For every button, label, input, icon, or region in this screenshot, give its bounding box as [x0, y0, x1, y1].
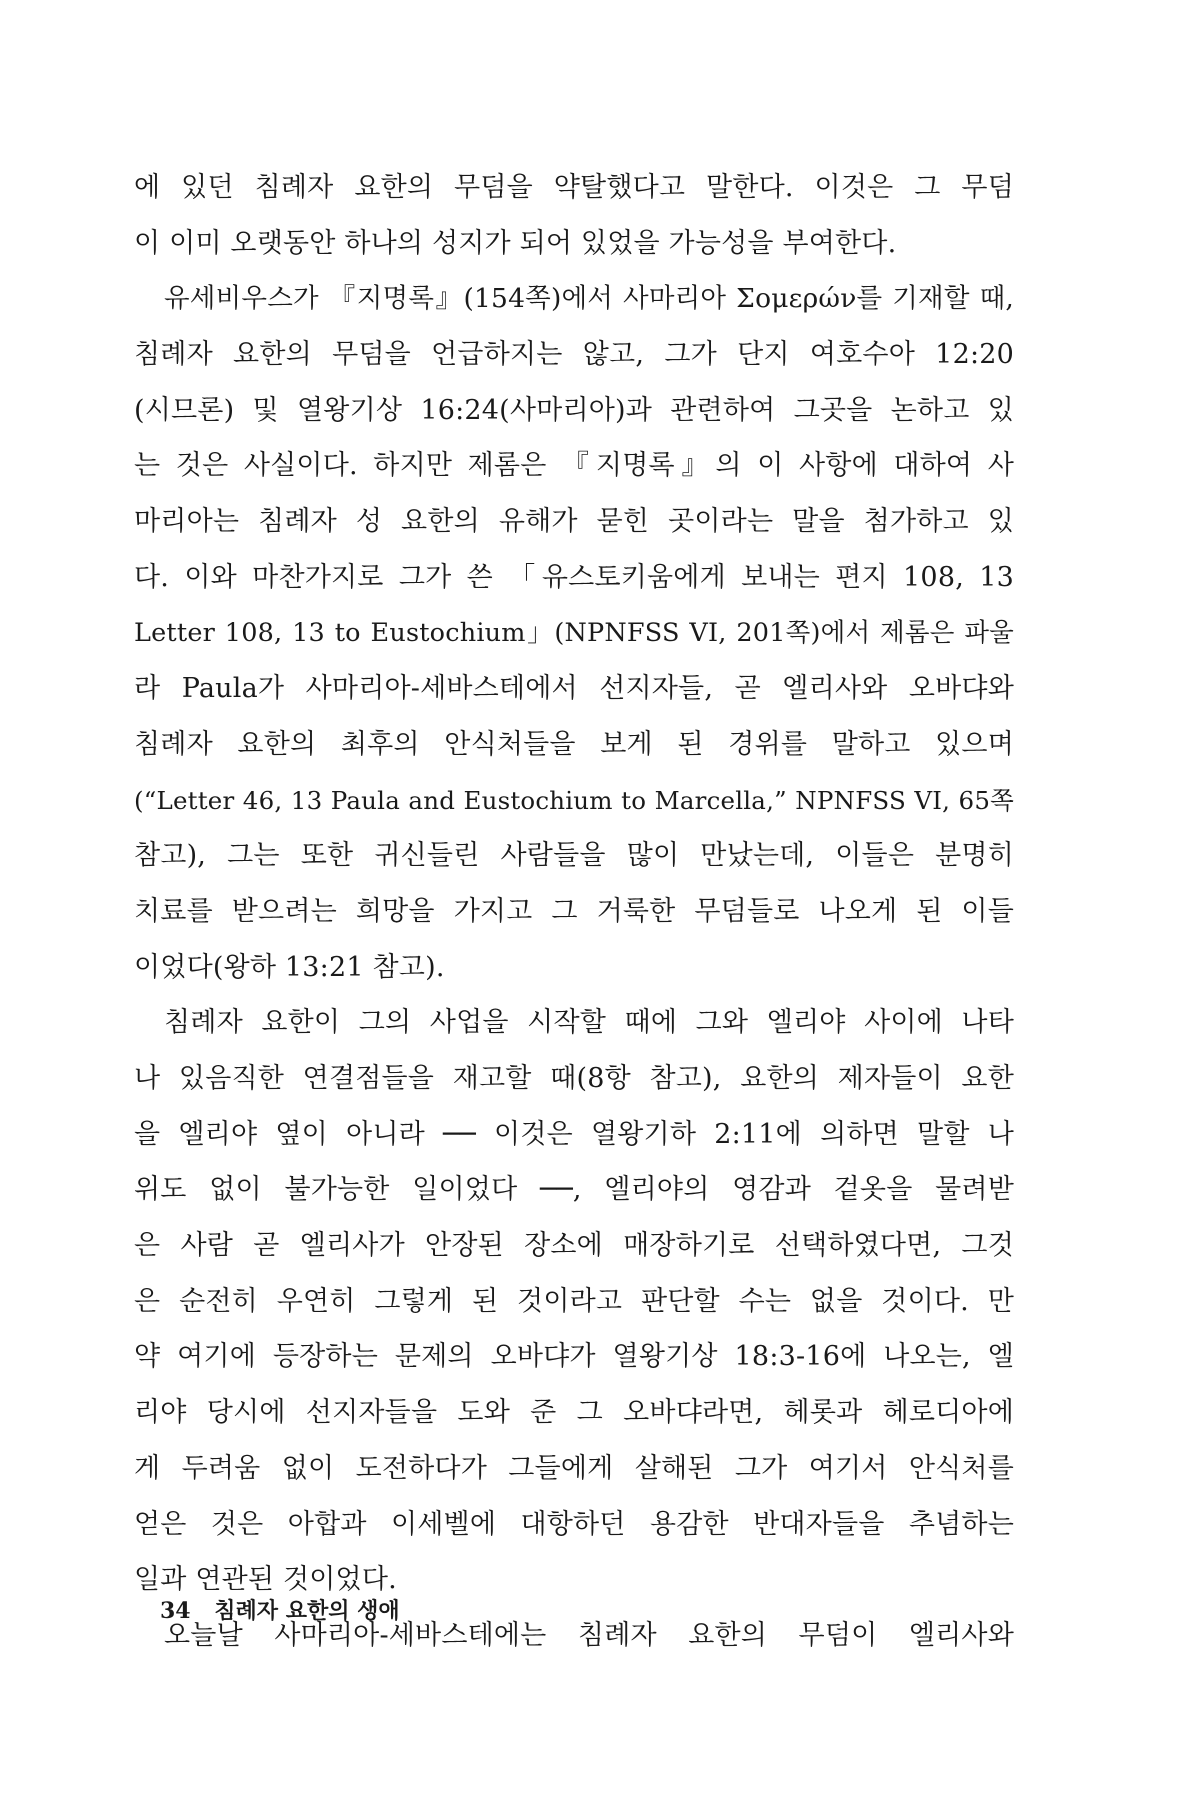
text-line: 위도 없이 불가능한 일이었다 ──, 엘리야의 영감과 겉옷을 물려받 [134, 1174, 1014, 1206]
text-line: 게 두려움 없이 도전하다가 그들에게 살해된 그가 여기서 안식처를 [134, 1452, 1014, 1484]
text-line: 은 사람 곧 엘리사가 안장된 장소에 매장하기로 선택하였다면, 그것 [134, 1230, 1014, 1262]
text-line: 은 순전히 우연히 그렇게 된 것이라고 판단할 수는 없을 것이다. 만 [134, 1285, 1014, 1317]
text-line: 마리아는 침례자 성 요한의 유해가 묻힌 곳이라는 말을 첨가하고 있 [134, 506, 1014, 538]
text-line: 침례자 요한의 최후의 안식처들을 보게 된 경위를 말하고 있으며 [134, 728, 1014, 760]
text-line: 침례자 요한의 무덤을 언급하지는 않고, 그가 단지 여호수아 12:20 [134, 339, 1014, 371]
text-line: 리야 당시에 선지자들을 도와 준 그 오바댜라면, 헤롯과 헤로디아에 [134, 1397, 1014, 1429]
text-line: (시므론) 및 열왕기상 16:24(사마리아)과 관련하여 그곳을 논하고 있 [134, 394, 1014, 426]
text-line: (“Letter 46, 13 Paula and Eustochium to Marcella,” NPNFSS VI, 65쪽 [134, 785, 1014, 815]
text-line: 일과 연관된 것이었다. [134, 1564, 397, 1596]
text-line: 치료를 받으려는 희망을 가지고 그 거룩한 무덤들로 나오게 된 이들 [134, 895, 1014, 927]
page-number: 34 [160, 1598, 191, 1624]
text-line: 이 이미 오랫동안 하나의 성지가 되어 있었을 가능성을 부여한다. [134, 227, 897, 259]
text-line: 약 여기에 등장하는 문제의 오바댜가 열왕기상 18:3-16에 나오는, 엘 [134, 1341, 1014, 1373]
text-line: 이었다(왕하 13:21 참고). [134, 951, 445, 983]
text-line: 얻은 것은 아합과 이세벨에 대항하던 용감한 반대자들을 추념하는 [134, 1508, 1014, 1540]
running-title: 침례자 요한의 생애 [214, 1598, 400, 1624]
body-text [134, 160, 1014, 1664]
paragraph-start-line: 침례자 요한이 그의 사업을 시작할 때에 그와 엘리야 사이에 나타 [164, 1007, 1014, 1039]
text-line: 나 있음직한 연결점들을 재고할 때(8항 참고), 요한의 제자들이 요한 [134, 1063, 1014, 1094]
paragraph-start-line: 오늘날 사마리아-세바스테에는 침례자 요한의 무덤이 엘리사와 [164, 1619, 1014, 1651]
text-line: 에 있던 침례자 요한의 무덤을 약탈했다고 말한다. 이것은 그 무덤 [134, 172, 1014, 203]
text-line: 라 Paula가 사마리아-세바스테에서 선지자들, 곧 엘리사와 오바댜와 [134, 673, 1014, 705]
paragraph-start-line: 유세비우스가 『지명록』(154쪽)에서 사마리아 Σομερών를 기재할 때, [164, 283, 1014, 315]
text-line: 을 엘리야 옆이 아니라 ── 이것은 열왕기하 2:11에 의하면 말할 나 [134, 1118, 1014, 1150]
text-line: 는 것은 사실이다. 하지만 제롬은 『지명록』의 이 사항에 대하여 사 [134, 450, 1014, 482]
text-line: 참고), 그는 또한 귀신들린 사람들을 많이 만났는데, 이들은 분명히 [134, 840, 1014, 872]
page-footer [160, 1594, 400, 1625]
text-line: Letter 108, 13 to Eustochium」(NPNFSS VI, 201쪽)에서 제롬은 파울 [134, 617, 1014, 648]
text-line: 다. 이와 마찬가지로 그가 쓴 「유스토키움에게 보내는 편지 108, 13 [134, 561, 1014, 593]
